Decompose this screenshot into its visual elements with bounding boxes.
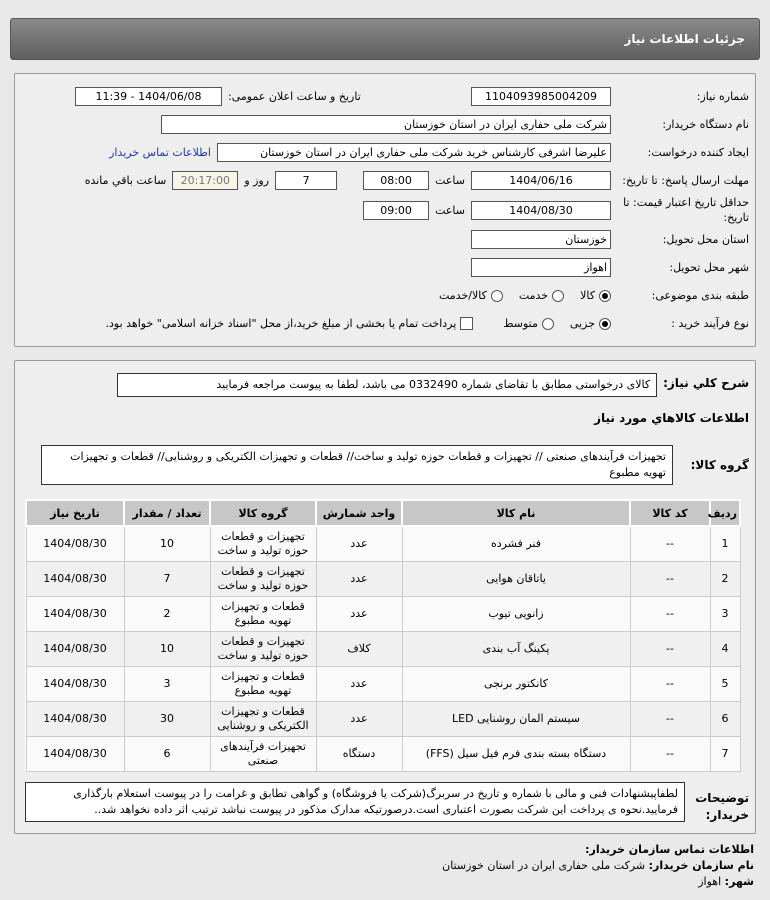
col-row: ردیف [710,500,740,526]
notes-row [25,782,749,824]
item-code: -- [630,667,710,702]
item-name: فنر فشرده [402,526,630,562]
item-name: دستگاه بسته بندی فرم فیل سیل (FFS) [402,737,630,772]
contact-title: اطلاعات تماس سازمان خریدار: [585,843,754,856]
summary-label: شرح کلي نياز: [663,376,749,390]
col-group: گروه کالا [210,500,316,526]
row-number: 5 [710,667,740,702]
item-code: -- [630,632,710,667]
contact-city-label: شهر: [724,875,754,888]
remaining-label: ساعت باقي مانده [84,174,167,187]
item-name: کانکتور برنجی [402,667,630,702]
table-row[interactable] [26,667,740,702]
category-radio-service[interactable] [552,290,564,302]
table-row[interactable] [26,526,740,562]
announce-field[interactable]: 1404/06/08 - 11:39 [75,87,222,106]
process-label: نوع فرآیند خرید : [671,317,749,330]
item-quantity: 7 [124,562,210,597]
item-group: قطعات و تجهیزات الکتریکی و روشنایی [210,702,316,737]
category-radio-both[interactable] [491,290,503,302]
need-number-row [25,83,749,110]
item-group: قطعات و تجهیزات تهویه مطبوع [210,597,316,632]
remaining-time-field: 20:17:00 [172,171,238,190]
item-group: تجهیزات و قطعات حوزه تولید و ساخت [210,526,316,562]
item-unit: عدد [316,526,402,562]
row-number: 7 [710,737,740,772]
goods-title: اطلاعات کالاهاي مورد نياز [594,410,749,425]
item-unit: دستگاه [316,737,402,772]
creator-label: ایجاد کننده درخواست: [647,146,749,159]
item-quantity: 3 [124,667,210,702]
item-code: -- [630,702,710,737]
deadline-label: مهلت ارسال پاسخ: تا تاریخ: [622,174,749,187]
item-unit: عدد [316,702,402,737]
category-label: طبقه بندی موضوعی: [651,289,749,302]
process-radio-medium[interactable] [542,318,554,330]
col-qty: تعداد / مقدار [124,500,210,526]
page-header: جزئیات اطلاعات نیاز [10,18,760,60]
deadline-row [25,167,749,194]
validity-time-field[interactable]: 09:00 [363,201,429,220]
category-option-label: خدمت [518,289,549,302]
goods-title-row [25,404,749,431]
item-name: یاتاقان هوایی [402,562,630,597]
treasury-payment-checkbox[interactable] [460,317,473,330]
deadline-time-label: ساعت [435,174,465,187]
goods-table [25,499,741,772]
row-number: 6 [710,702,740,737]
buyer-contact-link[interactable]: اطلاعات تماس خریدار [109,146,211,159]
validity-time-label: ساعت [435,203,465,217]
row-number: 2 [710,562,740,597]
days-field[interactable]: 7 [275,171,337,190]
process-option-label: متوسط [503,317,538,330]
deadline-date-field[interactable]: 1404/06/16 [471,171,611,190]
item-unit: عدد [316,597,402,632]
treasury-payment-label: پرداخت تمام یا بخشی از مبلغ خرید،از محل "اسناد خزانه اسلامی" خواهد بود. [105,317,457,330]
goods-group-field: تجهیزات فرآیندهای صنعتی // تجهیزات و قطعات حوزه تولید و ساخت// قطعات و تجهیزات الکتریکی و روشنایی// قطعات و تجهیزات تهویه مطبوع [41,445,673,485]
contact-org-label: نام سازمان خریدار: [648,859,754,872]
item-group: تجهیزات و قطعات حوزه تولید و ساخت [210,632,316,667]
creator-row [25,139,749,166]
contact-org: شرکت ملی حفاری ایران در استان خوزستان [442,859,646,872]
col-unit: واحد شمارش [316,500,402,526]
table-row[interactable] [26,737,740,772]
city-row [25,254,749,281]
item-code: -- [630,597,710,632]
process-option-label: جزیی [569,317,595,330]
item-unit: عدد [316,667,402,702]
item-date: 1404/08/30 [26,597,124,632]
item-name: سیستم المان روشنایی LED [402,702,630,737]
table-row[interactable] [26,632,740,667]
contact-city: اهواز [698,875,722,888]
deadline-time-field[interactable]: 08:00 [363,171,429,190]
item-quantity: 2 [124,597,210,632]
row-number: 1 [710,526,740,562]
need-number-label: شماره نیاز: [696,90,749,103]
item-name: زانویی تیوب [402,597,630,632]
goods-group-row [25,445,749,485]
item-date: 1404/08/30 [26,632,124,667]
row-number: 4 [710,632,740,667]
item-code: -- [630,562,710,597]
col-code: کد کالا [630,500,710,526]
notes-label: توضیحات خریدار: [695,791,749,822]
city-label: شهر محل تحویل: [669,261,749,274]
item-code: -- [630,526,710,562]
item-group: قطعات و تجهیزات تهویه مطبوع [210,667,316,702]
creator-field[interactable]: علیرضا اشرفی کارشناس خرید شرکت ملی حفاری ایران در استان خوزستان [217,143,611,162]
process-radio-group [25,310,749,337]
validity-date-field[interactable]: 1404/08/30 [471,201,611,220]
item-quantity: 10 [124,526,210,562]
notes-field: لطفاپیشنهادات فنی و مالی با شماره و تاریخ در سربرگ(شرکت یا فروشگاه) و گواهی تطابق و غرامت را در پیوست استعلام بارگذاری فرمایید.نحوه ی پرداخت این شرکت بصورت اعتباری است.درصورتیکه مدارک مذکور در پیوست نباشد ترتیب اثر داده نخواهد شد.. [25,782,685,822]
goods-panel [14,360,756,834]
col-date: تاریخ نیاز [26,500,124,526]
col-name: نام کالا [402,500,630,526]
province-field[interactable]: خوزستان [471,230,611,249]
item-quantity: 30 [124,702,210,737]
item-name: پکینگ آب بندی [402,632,630,667]
province-row [25,226,749,253]
item-date: 1404/08/30 [26,702,124,737]
row-number: 3 [710,597,740,632]
item-date: 1404/08/30 [26,667,124,702]
province-label: استان محل تحویل: [662,233,749,246]
announce-label: تاریخ و ساعت اعلان عمومی: [228,90,361,103]
buyer-org-field[interactable]: شرکت ملی حفاری ایران در استان خوزستان [161,115,611,134]
item-group: تجهیزات و قطعات حوزه تولید و ساخت [210,562,316,597]
table-header-row [26,500,740,526]
item-quantity: 10 [124,632,210,667]
category-option-label: کالا [580,289,595,302]
table-row[interactable] [26,597,740,632]
category-radio-group [25,282,749,309]
buyer-org-label: نام دستگاه خریدار: [662,118,749,131]
category-radio-goods[interactable] [599,290,611,302]
goods-group-label: گروه کالا: [690,457,749,472]
table-row[interactable] [26,702,740,737]
buyer-contact-section [10,842,754,890]
item-quantity: 6 [124,737,210,772]
validity-row [25,195,749,225]
item-date: 1404/08/30 [26,562,124,597]
item-unit: عدد [316,562,402,597]
process-radio-minor[interactable] [599,318,611,330]
category-option-label: کالا/خدمت [439,289,487,302]
item-group: تجهیزات فرآیندهای صنعتی [210,737,316,772]
item-code: -- [630,737,710,772]
validity-label: حداقل تاریخ اعتبار قیمت: تا تاریخ: [623,196,749,224]
item-date: 1404/08/30 [26,526,124,562]
need-number-field[interactable]: 1104093985004209 [471,87,611,106]
summary-field: کالای درخواستی مطابق با تقاضای شماره 0332490 می باشد، لطفا به پیوست مراجعه فرمایید [117,373,657,397]
city-field[interactable]: اهواز [471,258,611,277]
summary-row [25,373,749,400]
item-date: 1404/08/30 [26,737,124,772]
buyer-org-row [25,111,749,138]
need-info-panel [14,73,756,347]
table-row[interactable] [26,562,740,597]
item-unit: کلاف [316,632,402,667]
days-label: روز و [244,174,270,187]
